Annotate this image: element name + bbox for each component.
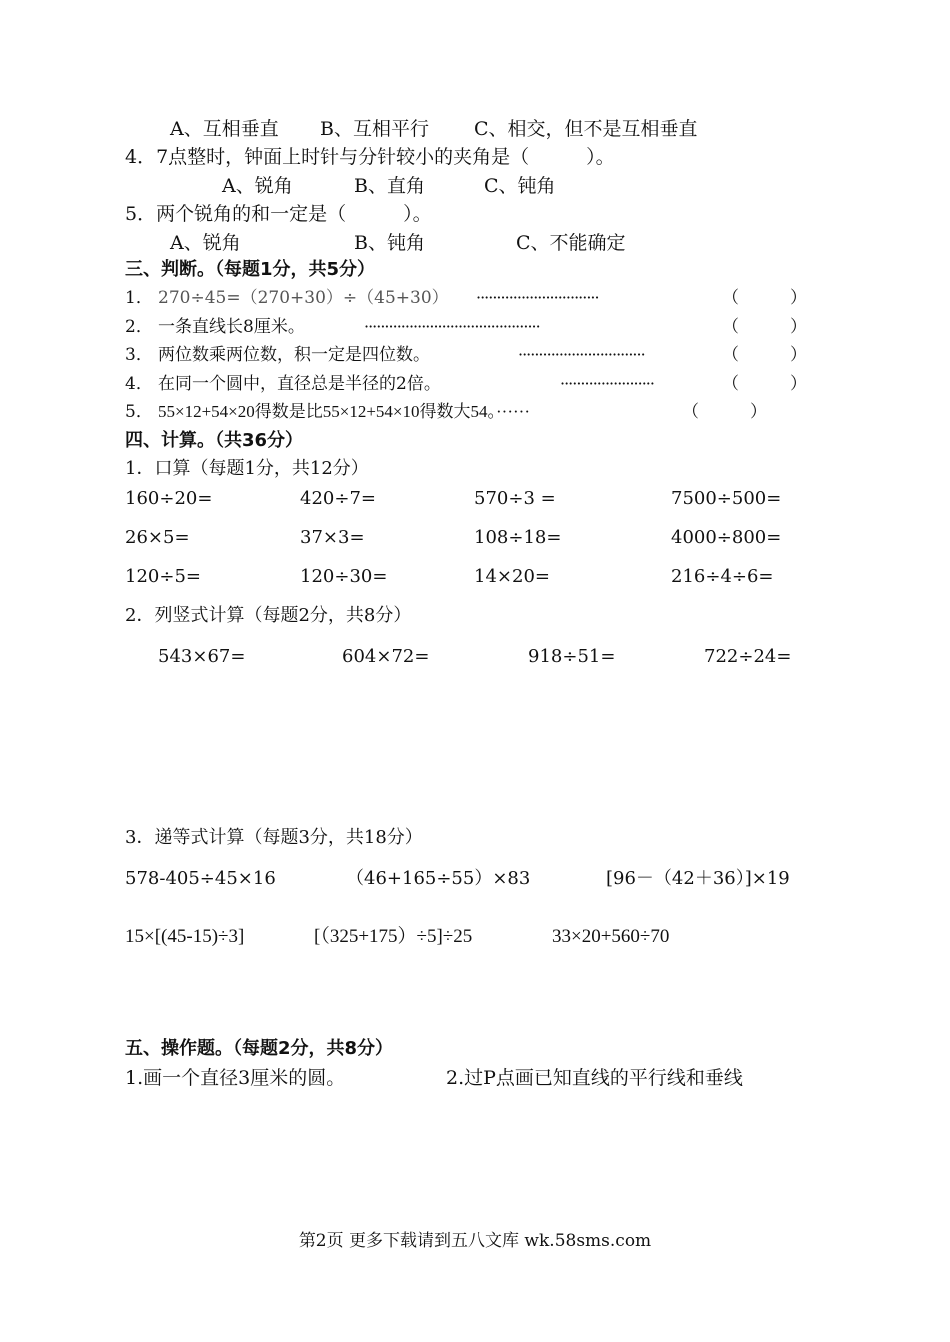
- judge-item-1-dots: ······························: [476, 288, 599, 307]
- judge-item-2-text: 一条直线长8厘米。: [158, 317, 305, 337]
- oral-r3-c4: 216÷4÷6=: [671, 566, 774, 587]
- oral-r2-c4: 4000÷800=: [671, 527, 782, 548]
- judge-item-4-text: 在同一个圆中，直径总是半径的2倍。: [158, 374, 441, 394]
- q4-option-a: A、锐角: [222, 175, 293, 197]
- stepwise-r2-c1: 15×[(45-15)÷3]: [125, 926, 245, 947]
- q5-option-a: A、锐角: [170, 232, 241, 254]
- oral-r3-c1: 120÷5=: [125, 566, 201, 587]
- judge-item-3-dots: ·······························: [518, 345, 645, 364]
- q5-option-c: C、不能确定: [516, 232, 626, 254]
- stepwise-r1-c2: （46+165÷55）×83: [346, 868, 531, 889]
- vertical-item-2: 604×72=: [342, 646, 430, 667]
- stepwise-r1-c1: 578-405÷45×16: [125, 868, 276, 889]
- judge-item-2-paren: （ ）: [722, 317, 807, 337]
- vertical-item-1: 543×67=: [158, 646, 246, 667]
- q4-stem: 4．7点整时，钟面上时针与分针较小的夹角是（ ）。: [125, 146, 615, 168]
- judge-item-5-num: 5．: [125, 402, 153, 422]
- judge-item-1-text: 270÷45=（270+30）÷（45+30）: [158, 288, 449, 308]
- judge-item-5-paren: （ ）: [682, 402, 767, 422]
- stepwise-r2-c2: [（325+175）÷5]÷25: [314, 926, 473, 947]
- q5-option-b: B、钝角: [354, 232, 425, 254]
- judge-item-3-num: 3．: [125, 345, 153, 365]
- stepwise-r2-c3: 33×20+560÷70: [552, 926, 670, 947]
- ops-heading: 五、操作题。（每题2分，共8分）: [125, 1038, 394, 1059]
- q5-stem: 5．两个锐角的和一定是（ ）。: [125, 203, 432, 225]
- judge-item-3-paren: （ ）: [722, 345, 807, 365]
- page-footer: 第2页 更多下载请到五八文库 wk.58sms.com: [298, 1231, 652, 1251]
- judge-item-2-num: 2．: [125, 317, 153, 337]
- q4-option-c: C、钝角: [484, 175, 556, 197]
- q4-option-b: B、直角: [354, 175, 425, 197]
- oral-r3-c2: 120÷30=: [300, 566, 388, 587]
- stepwise-r1-c3: [96－（42＋36）]×19: [606, 868, 790, 889]
- ops-item-2: 2.过P点画已知直线的平行线和垂线: [446, 1067, 743, 1089]
- oral-r2-c1: 26×5=: [125, 527, 190, 548]
- oral-r1-c2: 420÷7=: [300, 488, 376, 509]
- judge-item-1-paren: （ ）: [722, 288, 807, 308]
- judge-item-4-num: 4．: [125, 374, 153, 394]
- calc-heading: 四、计算。（共36分）: [125, 430, 304, 451]
- judge-item-1-num: 1．: [125, 288, 153, 308]
- oral-r2-c2: 37×3=: [300, 527, 365, 548]
- judge-item-3-text: 两位数乘两位数，积一定是四位数。: [158, 345, 430, 365]
- ops-item-1: 1.画一个直径3厘米的圆。: [125, 1067, 346, 1089]
- judge-heading: 三、判断。（每题1分，共5分）: [125, 259, 376, 280]
- oral-r3-c3: 14×20=: [474, 566, 550, 587]
- oral-r1-c1: 160÷20=: [125, 488, 213, 509]
- judge-item-5-text: 55×12+54×20得数是比55×12+54×10得数大54。······: [158, 402, 530, 421]
- oral-r1-c3: 570÷3 =: [474, 488, 556, 509]
- oral-r2-c3: 108÷18=: [474, 527, 562, 548]
- q3-option-a: A、互相垂直: [170, 118, 279, 140]
- q3-option-b: B、互相平行: [320, 118, 429, 140]
- stepwise-title: 3．递等式计算（每题3分，共18分）: [125, 827, 423, 848]
- q3-option-c: C、相交，但不是互相垂直: [474, 118, 698, 140]
- vertical-item-4: 722÷24=: [704, 646, 792, 667]
- judge-item-2-dots: ···········································: [364, 317, 540, 336]
- vertical-item-3: 918÷51=: [528, 646, 616, 667]
- oral-title: 1．口算（每题1分，共12分）: [125, 458, 369, 479]
- oral-r1-c4: 7500÷500=: [671, 488, 782, 509]
- judge-item-4-paren: （ ）: [722, 374, 807, 394]
- judge-item-4-dots: ·······················: [560, 374, 654, 393]
- vertical-title: 2．列竖式计算（每题2分，共8分）: [125, 605, 412, 626]
